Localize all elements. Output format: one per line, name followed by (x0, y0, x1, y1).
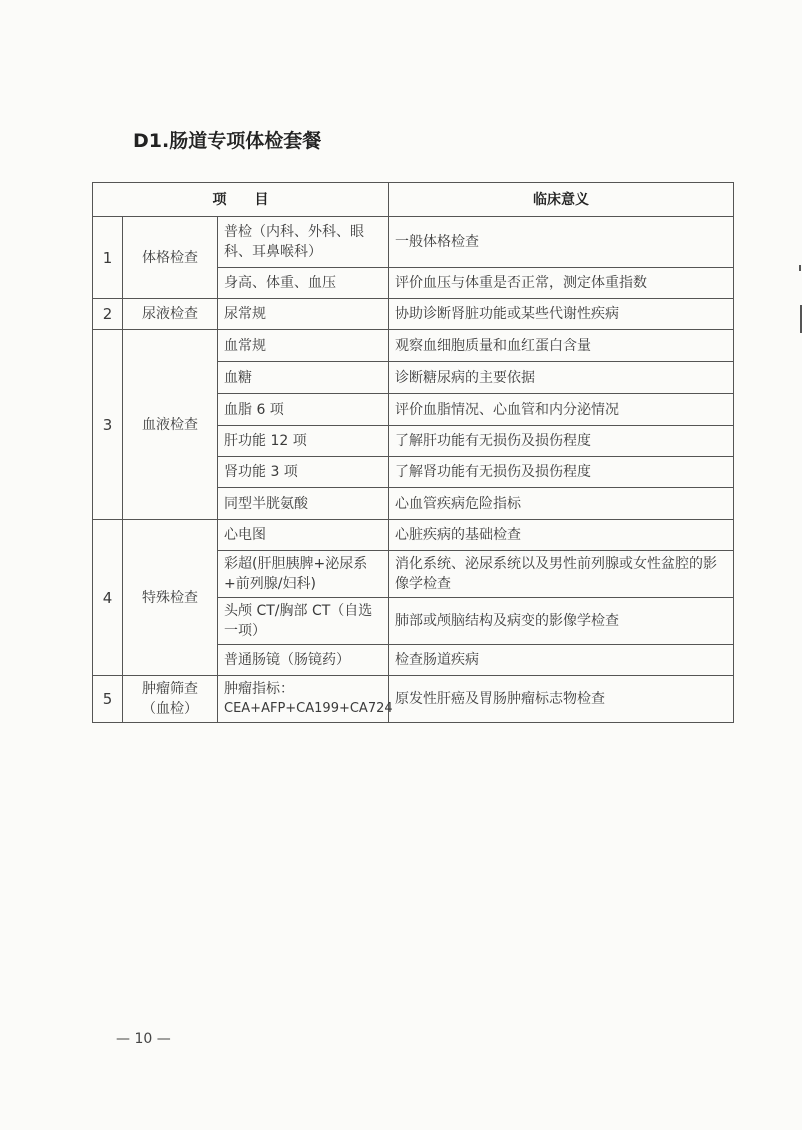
category-cell: 特殊检查 (123, 520, 218, 676)
category-cell: 体格检查 (123, 217, 218, 299)
item-cell: 普检（内科、外科、眼科、耳鼻喉科） (218, 217, 389, 268)
item-cell: 肾功能 3 项 (218, 457, 389, 488)
item-cell: 肝功能 12 项 (218, 426, 389, 457)
row-number: 2 (93, 299, 123, 330)
row-number: 5 (93, 676, 123, 723)
meaning-cell: 了解肝功能有无损伤及损伤程度 (389, 426, 734, 457)
meaning-cell: 评价血脂情况、心血管和内分泌情况 (389, 394, 734, 426)
item-cell: 心电图 (218, 520, 389, 551)
item-cell: 血糖 (218, 362, 389, 394)
category-cell: 血液检查 (123, 330, 218, 520)
meaning-cell: 一般体格检查 (389, 217, 734, 268)
meaning-cell: 观察血细胞质量和血红蛋白含量 (389, 330, 734, 362)
item-cell: 头颅 CT/胸部 CT（自选一项） (218, 598, 389, 645)
checkup-table (92, 182, 734, 723)
meaning-cell: 检查肠道疾病 (389, 645, 734, 676)
meaning-cell: 了解肾功能有无损伤及损伤程度 (389, 457, 734, 488)
table-row (93, 676, 734, 723)
header-meaning: 临床意义 (389, 183, 734, 217)
item-cell: 血脂 6 项 (218, 394, 389, 426)
item-cell: 尿常规 (218, 299, 389, 330)
category-cell: 尿液检查 (123, 299, 218, 330)
item-cell (218, 676, 393, 723)
tumor-marker-list: CEA+AFP+CA199+CA724 (224, 701, 393, 716)
table-header-row (93, 183, 734, 217)
meaning-cell: 消化系统、泌尿系统以及男性前列腺或女性盆腔的影像学检查 (389, 551, 734, 598)
table-row (93, 520, 734, 551)
header-item: 项 目 (93, 183, 389, 217)
item-cell: 同型半胱氨酸 (218, 488, 389, 520)
meaning-cell: 心血管疾病危险指标 (389, 488, 734, 520)
page-number: — 10 — (116, 1031, 171, 1047)
page-title: D1.肠道专项体检套餐 (133, 130, 322, 152)
meaning-cell: 评价血压与体重是否正常，测定体重指数 (389, 268, 734, 299)
category-cell: 肿瘤筛查（血检） (123, 676, 218, 723)
meaning-cell: 肺部或颅脑结构及病变的影像学检查 (389, 598, 734, 645)
item-cell: 普通肠镜（肠镜药） (218, 645, 389, 676)
table-row (93, 330, 734, 362)
row-number: 4 (93, 520, 123, 676)
row-number: 1 (93, 217, 123, 299)
meaning-cell: 原发性肝癌及胃肠肿瘤标志物检查 (389, 676, 734, 723)
item-cell: 彩超(肝胆胰脾+泌尿系+前列腺/妇科) (218, 551, 389, 598)
meaning-cell: 心脏疾病的基础检查 (389, 520, 734, 551)
meaning-cell: 诊断糖尿病的主要依据 (389, 362, 734, 394)
meaning-cell: 协助诊断肾脏功能或某些代谢性疾病 (389, 299, 734, 330)
tumor-marker-label: 肿瘤指标： (224, 681, 294, 697)
item-cell: 身高、体重、血压 (218, 268, 389, 299)
table-row (93, 299, 734, 330)
item-cell: 血常规 (218, 330, 389, 362)
table-row (93, 217, 734, 268)
row-number: 3 (93, 330, 123, 520)
